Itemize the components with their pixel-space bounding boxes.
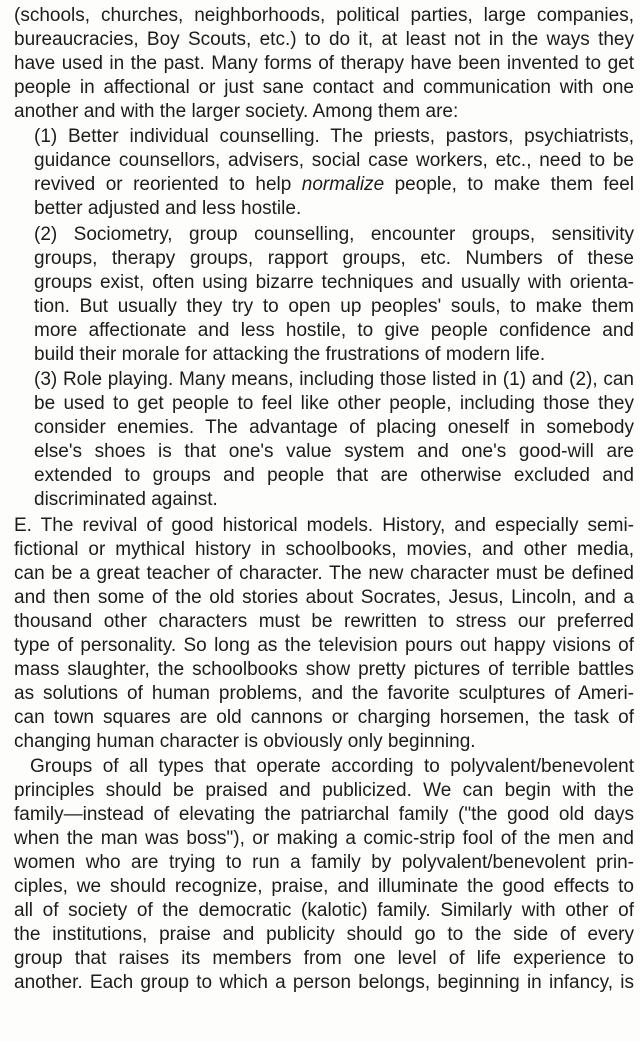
text-line: E. The revival of good historical models. History, and especially semi- [14,515,634,536]
text-line: people in affectional or just sane contact and communication with one [14,77,634,98]
text-line: (1) Better individual counselling. The priests, pastors, psychiatrists, [34,126,634,147]
text-line: as solutions of human problems, and the favorite sculptures of Ameri- [14,683,634,704]
text-line: group that raises its members from one level of life experience to [14,948,634,969]
emphasized-word: normalize [301,174,385,195]
text-line: be used to get people to feel like other people, including those they [34,393,634,414]
text-line: discriminated against. [34,489,218,510]
text-line: when the man was boss"), or making a comic-strip fool of the men and [14,828,634,849]
text-line: bureaucracies, Boy Scouts, etc.) to do it, at least not in the ways they [14,29,634,50]
text-line: have used in the past. Many forms of therapy have been invented to get [14,53,634,74]
text-line: ciples, we should recognize, praise, and illuminate the good effects to [14,876,634,897]
text-line: can be a great teacher of character. The new character must be defined [14,563,634,584]
text-line: consider enemies. The advantage of placing oneself in somebody [34,417,634,438]
text-line: another. Each group to which a person belongs, beginning in infancy, is [14,972,634,993]
text-line: principles should be praised and publicized. We can begin with the [14,780,634,801]
text-line: groups, therapy groups, rapport groups, etc. Numbers of these [34,248,634,269]
text-line: (schools, churches, neighborhoods, political parties, large companies, [14,5,634,26]
text-line: all of society of the democratic (kalotic) family. Similarly with other of [14,900,634,921]
text-line: the institutions, praise and publicity should go to the side of every [14,924,634,945]
text-line: family—instead of elevating the patriarchal family ("the good old days [14,804,634,825]
text-line: another and with the larger society. Among them are: [14,101,459,122]
text-line: (3) Role playing. Many means, including those listed in (1) and (2), can [34,369,634,390]
text-segment: revived or reoriented to help [34,174,302,195]
text-line: (2) Sociometry, group counselling, encounter groups, sensitivity [34,224,634,245]
text-line [34,173,634,197]
text-line: tion. But usually they try to open up peoples' souls, to make them [34,296,634,317]
text-line: Groups of all types that operate according to polyvalent/benevolent [30,756,634,777]
text-line: else's shoes is that one's value system and one's good-will are [34,441,634,462]
text-line: mass slaughter, the schoolbooks show pretty pictures of terrible battles [14,659,634,680]
text-line: groups exist, often using bizarre techniques and usually with orienta- [34,272,634,293]
text-line: changing human character is obviously only beginning. [14,731,476,752]
text-line: build their morale for attacking the frustrations of modern life. [34,344,546,365]
text-line: more affectionate and less hostile, to give people confidence and [34,320,634,341]
text-line: and then some of the old stories about Socrates, Jesus, Lincoln, and a [14,587,634,608]
text-segment: people, to make them feel [384,174,634,195]
text-line: fictional or mythical history in schoolbooks, movies, and other media, [14,539,634,560]
text-line: extended to groups and people that are otherwise excluded and [34,465,634,486]
text-line: guidance counsellors, advisers, social case workers, etc., need to be [34,150,634,171]
text-line: can town squares are old cannons or charging horsemen, the task of [14,707,634,728]
text-line: type of personality. So long as the television pours out happy visions of [14,635,634,656]
text-line: better adjusted and less hostile. [34,198,302,219]
text-line: thousand other characters must be rewritten to stress our preferred [14,611,634,632]
text-line: women who are trying to run a family by polyvalent/benevolent prin- [14,852,634,873]
